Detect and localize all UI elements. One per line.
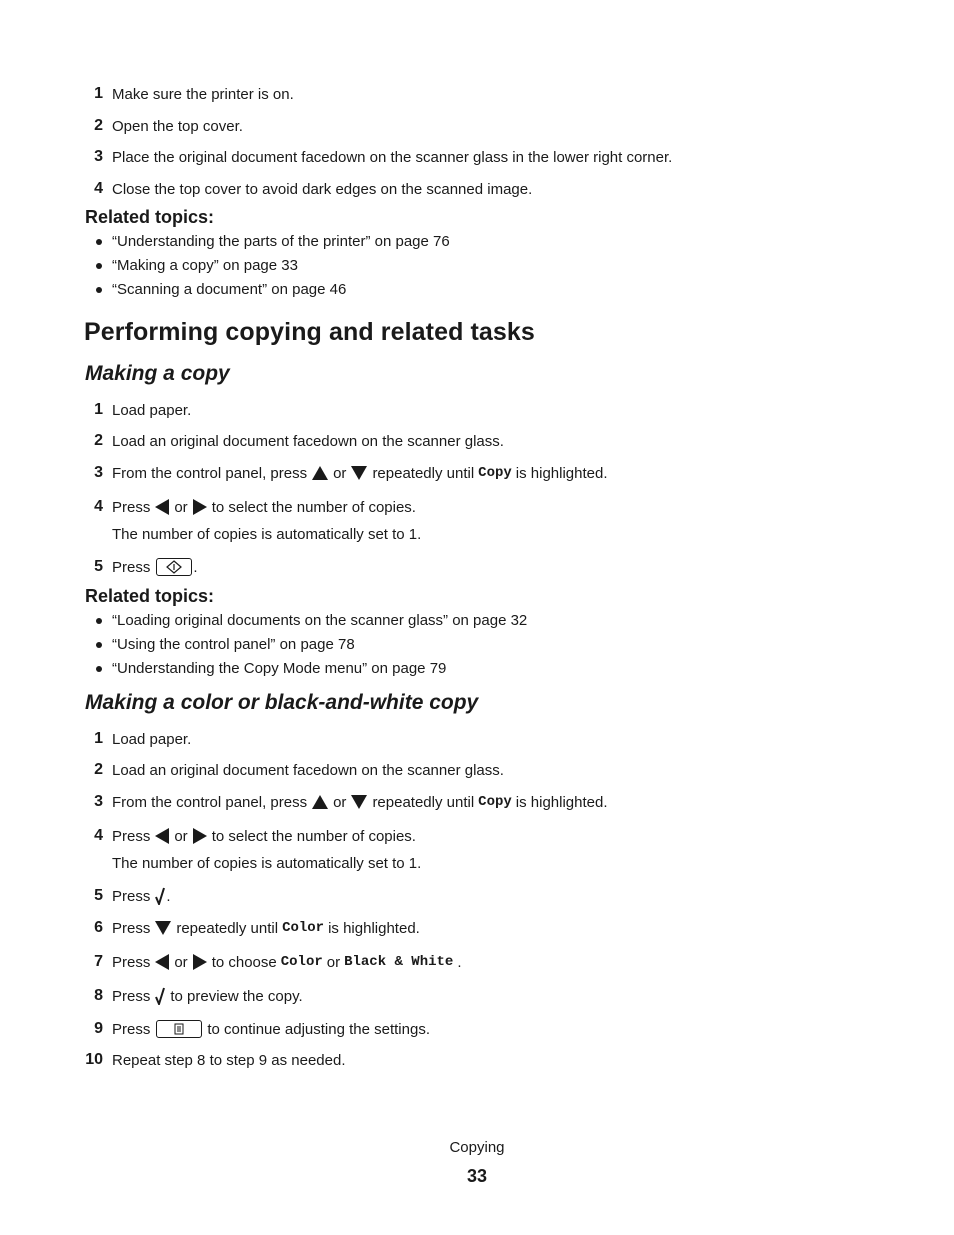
color-copy-step <box>84 951 884 973</box>
step-text: . <box>457 953 462 971</box>
color-copy-step <box>84 1018 884 1040</box>
arrow-left-icon <box>155 954 169 970</box>
footer-chapter-label: Copying <box>449 1139 505 1156</box>
step-text: Load paper. <box>112 730 192 748</box>
related-topics-heading: Related topics: <box>85 207 215 227</box>
arrow-right-icon <box>193 828 207 844</box>
step-number: 5 <box>94 887 103 904</box>
step-text: repeatedly until <box>176 919 279 937</box>
step-text: Press <box>112 558 151 576</box>
arrow-down-icon <box>351 795 367 809</box>
related-topic-text: “Scanning a document” on page 46 <box>112 281 347 298</box>
subsection-title: Making a copy <box>85 362 230 385</box>
step-text: or <box>174 498 188 516</box>
step-note: The number of copies is automatically set to 1. <box>112 526 422 543</box>
step-text: Press <box>112 887 151 905</box>
step-text: Open the top cover. <box>112 117 243 135</box>
step-text: to preview the copy. <box>170 987 303 1005</box>
step-number: 9 <box>94 1020 103 1037</box>
copy-step <box>84 462 884 484</box>
step-text: From the control panel, press <box>112 793 308 811</box>
copy-step <box>84 496 884 518</box>
color-copy-step <box>84 1049 884 1071</box>
step-number: 5 <box>94 558 103 575</box>
step-text: Press <box>112 919 151 937</box>
menu-item-code: Color <box>280 954 323 970</box>
step-text: Load an original document facedown on the scanner glass. <box>112 432 504 450</box>
step-text: is highlighted. <box>328 919 420 937</box>
bullet-icon <box>96 287 102 293</box>
menu-item-code: Black & White <box>344 954 454 970</box>
step-text: . <box>166 887 171 905</box>
intro-step <box>84 178 884 200</box>
step-text: From the control panel, press <box>112 464 308 482</box>
step-text: Place the original document facedown on the scanner glass in the lower right corner. <box>112 148 673 166</box>
step-text: to choose <box>211 953 277 971</box>
bullet-icon <box>96 239 102 245</box>
bullet-icon <box>96 642 102 648</box>
checkmark-icon <box>155 987 165 1005</box>
related-topic-link[interactable] <box>96 279 346 301</box>
step-number: 1 <box>94 401 103 418</box>
color-copy-step <box>84 917 884 939</box>
step-text: or <box>333 464 347 482</box>
step-text: or <box>174 953 188 971</box>
step-text: Load an original document facedown on the scanner glass. <box>112 761 504 779</box>
step-text: repeatedly until <box>372 464 475 482</box>
step-text: Repeat step 8 to step 9 as needed. <box>112 1051 346 1069</box>
step-text: is highlighted. <box>515 464 608 482</box>
step-number: 2 <box>94 117 103 134</box>
start-button-icon <box>156 558 192 576</box>
step-text: to select the number of copies. <box>211 827 416 845</box>
menu-item-code: Color <box>282 920 325 936</box>
related-topic-link[interactable] <box>96 255 298 277</box>
step-text: Press <box>112 498 151 516</box>
step-number: 4 <box>94 180 103 197</box>
arrow-up-icon <box>312 795 328 809</box>
copy-step <box>84 556 884 578</box>
related-topics-heading: Related topics: <box>85 586 215 606</box>
step-number: 2 <box>94 761 103 778</box>
arrow-up-icon <box>312 466 328 480</box>
arrow-right-icon <box>193 499 207 515</box>
related-topic-text: “Making a copy” on page 33 <box>112 257 298 274</box>
step-text: . <box>193 558 198 576</box>
related-topic-text: “Understanding the parts of the printer” on page 76 <box>112 233 450 250</box>
step-text: or <box>333 793 347 811</box>
page-number: 33 <box>466 1166 488 1186</box>
step-number: 8 <box>94 987 103 1004</box>
step-number: 2 <box>94 432 103 449</box>
step-text: Press <box>112 1020 151 1038</box>
color-copy-step <box>84 825 884 847</box>
related-topic-link[interactable] <box>96 658 446 680</box>
step-text: to select the number of copies. <box>211 498 416 516</box>
color-copy-step <box>84 885 884 907</box>
step-text: repeatedly until <box>372 793 475 811</box>
step-number: 1 <box>94 85 103 102</box>
step-text: Close the top cover to avoid dark edges on the scanned image. <box>112 180 533 198</box>
related-topic-text: “Using the control panel” on page 78 <box>112 636 355 653</box>
checkmark-icon <box>155 887 165 905</box>
step-number: 1 <box>94 730 103 747</box>
intro-step <box>84 115 884 137</box>
step-number: 3 <box>94 793 103 810</box>
step-text: Press <box>112 987 151 1005</box>
bullet-icon <box>96 666 102 672</box>
color-copy-step <box>84 759 884 781</box>
color-copy-step <box>84 985 884 1007</box>
color-copy-step <box>84 791 884 813</box>
step-text: to continue adjusting the settings. <box>207 1020 430 1038</box>
step-number: 4 <box>94 827 103 844</box>
subsection-title: Making a color or black-and-white copy <box>85 691 479 714</box>
related-topic-text: “Understanding the Copy Mode menu” on page 79 <box>112 660 447 677</box>
step-number: 3 <box>94 148 103 165</box>
bullet-icon <box>96 618 102 624</box>
copy-step <box>84 399 884 421</box>
menu-item-code: Copy <box>478 465 512 481</box>
related-topic-text: “Loading original documents on the scanner glass” on page 32 <box>112 612 528 629</box>
section-title: Performing copying and related tasks <box>84 318 535 346</box>
related-topic-link[interactable] <box>96 610 527 632</box>
color-copy-step <box>84 728 884 750</box>
step-number: 3 <box>94 464 103 481</box>
arrow-down-icon <box>155 921 171 935</box>
arrow-right-icon <box>193 954 207 970</box>
related-topic-link[interactable] <box>96 231 450 253</box>
step-text: or <box>174 827 188 845</box>
step-text: Load paper. <box>112 401 192 419</box>
step-number: 10 <box>85 1051 103 1068</box>
step-text: Press <box>112 953 151 971</box>
related-topic-link[interactable] <box>96 634 355 656</box>
step-text: Make sure the printer is on. <box>112 85 294 103</box>
step-text: is highlighted. <box>515 793 608 811</box>
intro-step <box>84 146 884 168</box>
bullet-icon <box>96 263 102 269</box>
step-number: 6 <box>94 919 103 936</box>
arrow-left-icon <box>155 828 169 844</box>
step-number: 7 <box>94 953 103 970</box>
copy-step <box>84 430 884 452</box>
intro-step <box>84 83 884 105</box>
step-number: 4 <box>94 498 103 515</box>
arrow-down-icon <box>351 466 367 480</box>
menu-button-icon <box>156 1020 202 1038</box>
step-note: The number of copies is automatically set to 1. <box>112 855 422 872</box>
step-text: Press <box>112 827 151 845</box>
arrow-left-icon <box>155 499 169 515</box>
menu-item-code: Copy <box>478 794 512 810</box>
step-text: or <box>326 953 341 971</box>
